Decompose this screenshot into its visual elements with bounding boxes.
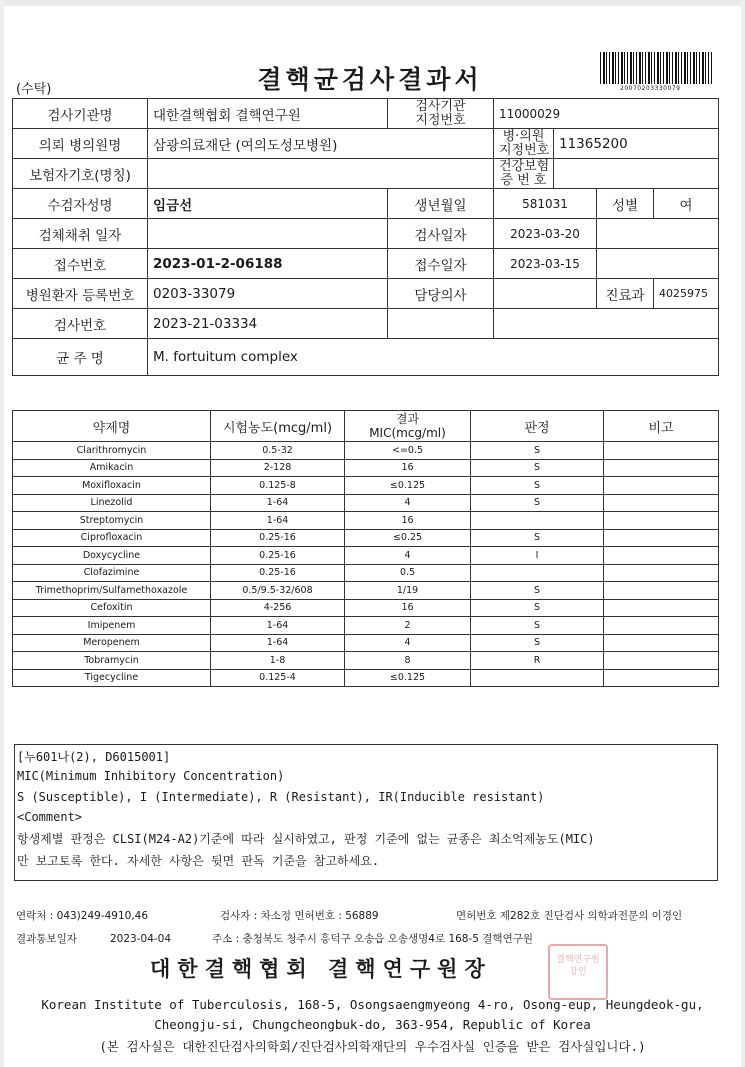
- table-header-row: [13, 411, 719, 442]
- info-row: [13, 129, 719, 159]
- remark: [604, 617, 719, 635]
- drug-name: Tobramycin: [13, 652, 211, 670]
- report-date-value: 2023-04-04: [110, 933, 172, 945]
- mic-result: 2: [345, 617, 471, 635]
- mic-result: ≤0.25: [345, 529, 471, 547]
- lab-name-label: 검사기관명: [13, 99, 148, 129]
- test-no-label: 검사번호: [13, 309, 148, 339]
- top-border: [0, 0, 745, 6]
- comment-box: [14, 744, 718, 881]
- drug-name: Ciprofloxacin: [13, 529, 211, 547]
- hospital-label: 의뢰 병의원명: [13, 129, 148, 159]
- drug-name: Doxycycline: [13, 547, 211, 565]
- empty-cell: [494, 309, 719, 339]
- test-concentration: 1-64: [211, 617, 345, 635]
- table-row: [13, 547, 719, 565]
- collect-date-label: 검체채취 일자: [13, 219, 148, 249]
- mic-result: 4: [345, 494, 471, 512]
- comment-code: [누601나(2), D6015001]: [17, 750, 171, 764]
- interpretation: S: [471, 617, 604, 635]
- remark: [604, 477, 719, 495]
- empty-cell: [597, 249, 719, 279]
- test-concentration: 1-64: [211, 512, 345, 530]
- organism-value: M. fortuitum complex: [148, 339, 719, 376]
- remark: [604, 582, 719, 600]
- lab-code-value: 11000029: [494, 99, 719, 129]
- tester-info: 검사자 : 차소정 면허번호 : 56889: [220, 910, 379, 922]
- reception-no-value: 2023-01-2-06188: [148, 249, 388, 279]
- organization-name: 대한결핵협회 결핵연구원장: [150, 957, 492, 981]
- test-date-label: 검사일자: [388, 219, 494, 249]
- certification-note: (본 검사실은 대한진단검사의학회/진단검사의학재단의 우수검사실 인증을 받은 검사실입니다.): [99, 1039, 646, 1054]
- table-row: [13, 669, 719, 687]
- table-row: [13, 582, 719, 600]
- license-info: 면허번호 제282호 진단검사 의학과전문의 이경인: [456, 910, 683, 922]
- empty-cell: [388, 309, 494, 339]
- mic-result: ≤0.125: [345, 669, 471, 687]
- address-info: 주소 : 충청북도 청주시 흥덕구 오송읍 오송생명4로 168-5 결핵연구원: [212, 933, 534, 945]
- remark: [604, 652, 719, 670]
- drug-name: Clarithromycin: [13, 442, 211, 460]
- remark: [604, 529, 719, 547]
- patient-value: 임금선: [148, 189, 388, 219]
- remark: [604, 442, 719, 460]
- table-row: [13, 599, 719, 617]
- mic-result: 4: [345, 634, 471, 652]
- doctor-label: 담당의사: [388, 279, 494, 309]
- drug-name: Amikacin: [13, 459, 211, 477]
- info-row: [13, 309, 719, 339]
- conc-header: 시험농도(mcg/ml): [211, 411, 345, 442]
- mic-result: 1/19: [345, 582, 471, 600]
- table-row: [13, 634, 719, 652]
- insurance-label: 건강보험 증 번 호: [494, 159, 554, 189]
- interpretation: S: [471, 599, 604, 617]
- interpretation: I: [471, 547, 604, 565]
- mic-result: 4: [345, 547, 471, 565]
- remark: [604, 599, 719, 617]
- drug-name: Streptomycin: [13, 512, 211, 530]
- info-row: [13, 279, 719, 309]
- document-title: 결핵균검사결과서: [257, 65, 483, 94]
- test-concentration: 1-64: [211, 494, 345, 512]
- interpretation: S: [471, 477, 604, 495]
- lab-code-label: 검사기관 지정번호: [388, 99, 494, 129]
- empty-cell: [597, 219, 719, 249]
- drug-rows: [13, 442, 719, 687]
- comment-heading: <Comment>: [17, 810, 83, 824]
- mic-result: ≤0.125: [345, 477, 471, 495]
- patient-label: 수검자성명: [13, 189, 148, 219]
- table-row: [13, 494, 719, 512]
- hosp-code-value: 11365200: [554, 129, 719, 159]
- interpretation: S: [471, 634, 604, 652]
- info-row: [13, 339, 719, 376]
- hospital-value: 삼광의료재단 (여의도성모병원): [148, 129, 494, 159]
- table-row: [13, 564, 719, 582]
- remark: [604, 634, 719, 652]
- barcode-icon: [600, 52, 712, 84]
- comment-text-1: 항생제별 판정은 CLSI(M24-A2)기준에 따라 실시하였고, 판정 기준에 없는 균종은 최소억제농도(MIC): [17, 832, 595, 846]
- table-row: [13, 442, 719, 460]
- note-header: 비고: [604, 411, 719, 442]
- test-concentration: 0.25-16: [211, 529, 345, 547]
- collect-date-value: [148, 219, 388, 249]
- left-border: [0, 0, 4, 1067]
- official-seal-icon: 결핵연구원장인: [548, 944, 608, 1000]
- info-row: [13, 219, 719, 249]
- interpretation: S: [471, 494, 604, 512]
- mic-result: 16: [345, 459, 471, 477]
- receipt-tag: (수탁): [16, 82, 52, 97]
- info-row: [13, 159, 719, 189]
- dept-label: 진료과: [597, 279, 654, 309]
- comment-legend: S (Susceptible), I (Intermediate), R (Resistant), IR(Inducible resistant): [17, 790, 545, 804]
- table-row: [13, 477, 719, 495]
- comment-text-2: 만 보고토록 한다. 자세한 사항은 뒷면 판독 기준을 참고하세요.: [17, 854, 380, 868]
- mic-header: 결과 MIC(mcg/ml): [345, 411, 471, 442]
- interpretation: S: [471, 442, 604, 460]
- insurance-value: [554, 159, 719, 189]
- drug-name: Trimethoprim/Sulfamethoxazole: [13, 582, 211, 600]
- test-concentration: 0.5/9.5-32/608: [211, 582, 345, 600]
- mic-result: 8: [345, 652, 471, 670]
- drug-name: Moxifloxacin: [13, 477, 211, 495]
- test-concentration: 0.25-16: [211, 564, 345, 582]
- drug-name: Clofazimine: [13, 564, 211, 582]
- english-address-line-2: Cheongju-si, Chungcheongbuk-do, 363-954, Republic of Korea: [154, 1017, 591, 1032]
- remark: [604, 459, 719, 477]
- remark: [604, 512, 719, 530]
- interpretation: [471, 564, 604, 582]
- comment-mic: MIC(Minimum Inhibitory Concentration): [17, 769, 285, 783]
- remark: [604, 564, 719, 582]
- dept-value: 4025975: [654, 279, 719, 309]
- interpretation: [471, 512, 604, 530]
- reception-date-label: 접수일자: [388, 249, 494, 279]
- interpretation: R: [471, 652, 604, 670]
- right-border: [741, 0, 745, 1067]
- susceptibility-table: [12, 410, 719, 687]
- test-concentration: 0.125-8: [211, 477, 345, 495]
- table-row: [13, 459, 719, 477]
- test-concentration: 1-64: [211, 634, 345, 652]
- remark: [604, 494, 719, 512]
- contact-info: 연락처 : 043)249-4910,46: [16, 910, 149, 922]
- table-row: [13, 617, 719, 635]
- mic-result: <=0.5: [345, 442, 471, 460]
- test-concentration: 1-8: [211, 652, 345, 670]
- insured-label: 보험자기호(명칭): [13, 159, 148, 189]
- table-row: [13, 512, 719, 530]
- reception-date-value: 2023-03-15: [494, 249, 597, 279]
- test-concentration: 0.25-16: [211, 547, 345, 565]
- birth-label: 생년월일: [388, 189, 494, 219]
- sex-label: 성별: [597, 189, 654, 219]
- reception-no-label: 접수번호: [13, 249, 148, 279]
- drug-header: 약제명: [13, 411, 211, 442]
- mic-result: 16: [345, 512, 471, 530]
- reg-no-value: 0203-33079: [148, 279, 388, 309]
- table-row: [13, 529, 719, 547]
- english-address-line-1: Korean Institute of Tuberculosis, 168-5, Osongsaengmyeong 4-ro, Osong-eup, Heungdeok-gu,: [41, 997, 704, 1012]
- organism-label: 균 주 명: [13, 339, 148, 376]
- sex-value: 여: [654, 189, 719, 219]
- hosp-code-label: 병·의원 지정번호: [494, 129, 554, 159]
- test-concentration: 4-256: [211, 599, 345, 617]
- interpretation: S: [471, 529, 604, 547]
- interpretation: [471, 669, 604, 687]
- test-no-value: 2023-21-03334: [148, 309, 388, 339]
- insured-value: [148, 159, 494, 189]
- info-row: [13, 189, 719, 219]
- test-date-value: 2023-03-20: [494, 219, 597, 249]
- patient-info-table: [12, 98, 719, 376]
- interp-header: 판정: [471, 411, 604, 442]
- info-row: [13, 99, 719, 129]
- remark: [604, 669, 719, 687]
- drug-name: Cefoxitin: [13, 599, 211, 617]
- barcode-number: 20070203330079: [620, 85, 681, 92]
- drug-name: Imipenem: [13, 617, 211, 635]
- interpretation: S: [471, 582, 604, 600]
- doctor-value: [494, 279, 597, 309]
- test-concentration: 0.125-4: [211, 669, 345, 687]
- test-concentration: 0.5-32: [211, 442, 345, 460]
- drug-name: Tigecycline: [13, 669, 211, 687]
- mic-result: 16: [345, 599, 471, 617]
- interpretation: S: [471, 459, 604, 477]
- reg-no-label: 병원환자 등록번호: [13, 279, 148, 309]
- birth-value: 581031: [494, 189, 597, 219]
- test-concentration: 2-128: [211, 459, 345, 477]
- mic-result: 0.5: [345, 564, 471, 582]
- drug-name: Meropenem: [13, 634, 211, 652]
- table-row: [13, 652, 719, 670]
- drug-name: Linezolid: [13, 494, 211, 512]
- remark: [604, 547, 719, 565]
- lab-name-value: 대한결핵협회 결핵연구원: [148, 99, 388, 129]
- info-row: [13, 249, 719, 279]
- report-date-label: 결과통보일자: [16, 933, 77, 945]
